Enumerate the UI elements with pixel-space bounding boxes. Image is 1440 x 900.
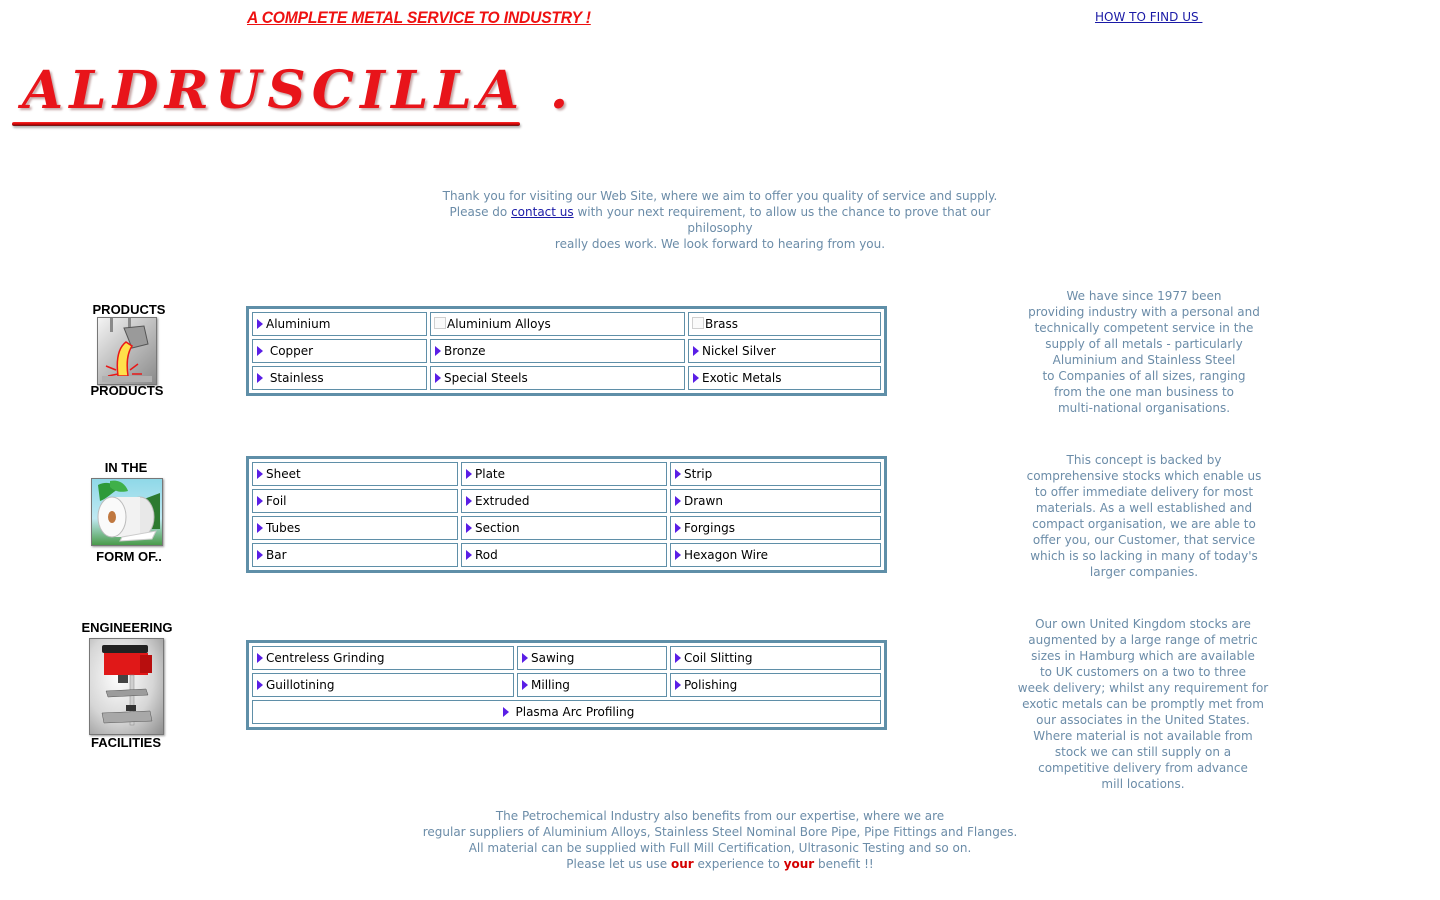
arrow-icon bbox=[522, 653, 528, 663]
products-grid bbox=[246, 306, 887, 396]
arrow-icon bbox=[675, 550, 681, 560]
service-milling[interactable] bbox=[517, 673, 667, 697]
cell-label: Nickel Silver bbox=[702, 344, 776, 358]
cell-label: Rod bbox=[475, 548, 498, 562]
text-line: offer you, our Customer, that service bbox=[1032, 533, 1256, 547]
arrow-icon bbox=[435, 373, 441, 383]
cell-label: Plasma Arc Profiling bbox=[511, 705, 635, 719]
intro-line-2 bbox=[420, 204, 1020, 236]
cell-label: Centreless Grinding bbox=[266, 651, 385, 665]
tagline: A COMPLETE METAL SERVICE TO INDUSTRY ! bbox=[247, 8, 591, 27]
arrow-icon bbox=[466, 496, 472, 506]
cell-label: Extruded bbox=[475, 494, 530, 508]
footer-line-2: regular suppliers of Aluminium Alloys, Stainless Steel Nominal Bore Pipe, Pipe Fittings and Flanges. bbox=[422, 825, 1018, 839]
arrow-icon bbox=[675, 680, 681, 690]
text-line: supply of all metals - particularly bbox=[1045, 337, 1243, 351]
form-sheet[interactable] bbox=[252, 462, 458, 486]
text-line: Aluminium and Stainless Steel bbox=[1052, 353, 1236, 367]
form-bar[interactable] bbox=[252, 543, 458, 567]
arrow-icon bbox=[675, 653, 681, 663]
cell-label: Drawn bbox=[684, 494, 723, 508]
cell-label: Sawing bbox=[531, 651, 575, 665]
text-line: to Companies of all sizes, ranging bbox=[1042, 369, 1246, 383]
contact-us-link[interactable]: contact us bbox=[511, 205, 574, 219]
products-label-top: PRODUCTS bbox=[92, 302, 166, 317]
text-line: competitive delivery from advance bbox=[1038, 761, 1248, 775]
arrow-icon bbox=[675, 496, 681, 506]
cell-label: Sheet bbox=[266, 467, 301, 481]
product-aluminium-alloys[interactable] bbox=[430, 312, 685, 336]
footer-text-c: benefit !! bbox=[814, 857, 874, 871]
arrow-icon bbox=[257, 469, 263, 479]
cell-label: Tubes bbox=[266, 521, 301, 535]
form-hexagon-wire[interactable] bbox=[670, 543, 881, 567]
arrow-icon bbox=[693, 373, 699, 383]
text-line: which is so lacking in many of today's bbox=[1030, 549, 1258, 563]
arrow-icon bbox=[466, 469, 472, 479]
text-line: our associates in the United States. bbox=[1036, 713, 1250, 727]
cell-label: Copper bbox=[266, 344, 314, 358]
arrow-icon bbox=[466, 550, 472, 560]
logo-underline bbox=[12, 122, 520, 126]
text-line: Our own United Kingdom stocks are bbox=[1035, 617, 1251, 631]
cell-label: Exotic Metals bbox=[702, 371, 782, 385]
text-line: to offer immediate delivery for most bbox=[1034, 485, 1254, 499]
arrow-icon bbox=[257, 346, 263, 356]
arrow-icon bbox=[257, 319, 263, 329]
product-brass[interactable] bbox=[688, 312, 881, 336]
form-strip[interactable] bbox=[670, 462, 881, 486]
text-line: augmented by a large range of metric bbox=[1028, 633, 1258, 647]
engineering-grid bbox=[246, 640, 887, 730]
service-guillotining[interactable] bbox=[252, 673, 514, 697]
company-logo bbox=[12, 60, 575, 132]
form-extruded[interactable] bbox=[461, 489, 667, 513]
form-plate[interactable] bbox=[461, 462, 667, 486]
intro-text-after: with your next requirement, to allow us the chance to prove that our philosophy bbox=[573, 205, 991, 235]
footer-line-4 bbox=[420, 856, 1020, 872]
product-nickel-silver[interactable] bbox=[688, 339, 881, 363]
cell-label: Section bbox=[475, 521, 520, 535]
footer-line-1: The Petrochemical Industry also benefits from our expertise, where we are bbox=[495, 809, 945, 823]
service-sawing[interactable] bbox=[517, 646, 667, 670]
text-line: stock we can still supply on a bbox=[1054, 745, 1232, 759]
text-line: sizes in Hamburg which are available bbox=[1031, 649, 1255, 663]
arrow-icon bbox=[257, 653, 263, 663]
footer-text-b: experience to bbox=[693, 857, 784, 871]
product-special-steels[interactable] bbox=[430, 366, 685, 390]
text-line: technically competent service in the bbox=[1034, 321, 1254, 335]
cell-label: Brass bbox=[705, 317, 739, 331]
product-bronze[interactable] bbox=[430, 339, 685, 363]
arrow-icon bbox=[522, 680, 528, 690]
product-stainless[interactable] bbox=[252, 366, 427, 390]
arrow-icon bbox=[693, 346, 699, 356]
how-to-find-us-link[interactable]: HOW TO FIND US bbox=[1095, 10, 1203, 24]
text-line: materials. As a well established and bbox=[1035, 501, 1253, 515]
intro-line-1: Thank you for visiting our Web Site, where we aim to offer you quality of service and supply. bbox=[442, 189, 998, 203]
cell-label: Foil bbox=[266, 494, 287, 508]
arrow-icon bbox=[435, 346, 441, 356]
text-line: This concept is backed by bbox=[1066, 453, 1222, 467]
intro-text bbox=[420, 188, 1020, 252]
emphasis-your: your bbox=[783, 857, 815, 871]
form-rod[interactable] bbox=[461, 543, 667, 567]
intro-line-3: really does work. We look forward to hearing from you. bbox=[554, 237, 886, 251]
cell-label: Bar bbox=[266, 548, 287, 562]
arrow-icon bbox=[257, 550, 263, 560]
text-line: week delivery; whilst any requirement for bbox=[1017, 681, 1269, 695]
arrow-icon bbox=[466, 523, 472, 533]
arrow-icon bbox=[257, 496, 263, 506]
pouring-crucible-icon bbox=[97, 317, 157, 385]
cell-label: Plate bbox=[475, 467, 506, 481]
arrow-icon bbox=[257, 373, 263, 383]
text-line: comprehensive stocks which enable us bbox=[1026, 469, 1262, 483]
cell-label: Polishing bbox=[684, 678, 738, 692]
forms-label-top: IN THE bbox=[104, 460, 148, 475]
logo-text: ALDRUSCILLA . bbox=[22, 60, 575, 121]
text-line: multi-national organisations. bbox=[1057, 401, 1231, 415]
about-paragraph-2 bbox=[1014, 452, 1274, 580]
cell-label: Milling bbox=[531, 678, 570, 692]
footer-text-a: Please let us use bbox=[566, 857, 671, 871]
product-exotic-metals[interactable] bbox=[688, 366, 881, 390]
cell-label: Strip bbox=[684, 467, 713, 481]
form-forgings[interactable] bbox=[670, 516, 881, 540]
cell-label: Bronze bbox=[444, 344, 486, 358]
cell-label: Hexagon Wire bbox=[684, 548, 769, 562]
form-section[interactable] bbox=[461, 516, 667, 540]
broken-image-icon bbox=[692, 317, 704, 329]
emphasis-our: our bbox=[670, 857, 694, 871]
cell-label: Aluminium Alloys bbox=[447, 317, 551, 331]
cell-label: Special Steels bbox=[444, 371, 528, 385]
intro-text-before: Please do bbox=[449, 205, 512, 219]
footer-line-3: All material can be supplied with Full Mill Certification, Ultrasonic Testing and so on. bbox=[468, 841, 972, 855]
service-polishing[interactable] bbox=[670, 673, 881, 697]
about-paragraph-1 bbox=[1014, 288, 1274, 416]
arrow-icon bbox=[675, 469, 681, 479]
arrow-icon bbox=[257, 523, 263, 533]
cell-label: Forgings bbox=[684, 521, 735, 535]
drill-press-icon bbox=[89, 638, 164, 735]
foil-roll-icon bbox=[91, 478, 163, 546]
forms-grid bbox=[246, 456, 887, 573]
form-foil[interactable] bbox=[252, 489, 458, 513]
forms-label-bottom: FORM OF.. bbox=[96, 549, 162, 564]
arrow-icon bbox=[675, 523, 681, 533]
engineering-label-top: ENGINEERING bbox=[81, 620, 173, 635]
broken-image-icon bbox=[434, 317, 446, 329]
text-line: to UK customers on a two to three bbox=[1039, 665, 1247, 679]
footer-text bbox=[420, 808, 1020, 872]
text-line: exotic metals can be promptly met from bbox=[1022, 697, 1264, 711]
cell-label: Coil Slitting bbox=[684, 651, 753, 665]
form-drawn[interactable] bbox=[670, 489, 881, 513]
about-paragraph-3 bbox=[1013, 616, 1273, 792]
service-plasma-arc-profiling[interactable] bbox=[252, 700, 881, 724]
arrow-icon bbox=[257, 680, 263, 690]
form-tubes[interactable] bbox=[252, 516, 458, 540]
arrow-icon bbox=[503, 707, 509, 717]
text-line: from the one man business to bbox=[1053, 385, 1235, 399]
text-line: providing industry with a personal and bbox=[1028, 305, 1260, 319]
text-line: mill locations. bbox=[1101, 777, 1185, 791]
service-centreless-grinding[interactable] bbox=[252, 646, 514, 670]
cell-label: Aluminium bbox=[266, 317, 331, 331]
cell-label: Stainless bbox=[266, 371, 324, 385]
service-coil-slitting[interactable] bbox=[670, 646, 881, 670]
engineering-label-bottom: FACILITIES bbox=[90, 735, 162, 750]
text-line: We have since 1977 been bbox=[1066, 289, 1222, 303]
cell-label: Guillotining bbox=[266, 678, 335, 692]
text-line: larger companies. bbox=[1089, 565, 1199, 579]
text-line: compact organisation, we are able to bbox=[1032, 517, 1256, 531]
product-aluminium[interactable] bbox=[252, 312, 427, 336]
text-line: Where material is not available from bbox=[1033, 729, 1253, 743]
product-copper[interactable] bbox=[252, 339, 427, 363]
products-label-bottom: PRODUCTS bbox=[90, 383, 164, 398]
